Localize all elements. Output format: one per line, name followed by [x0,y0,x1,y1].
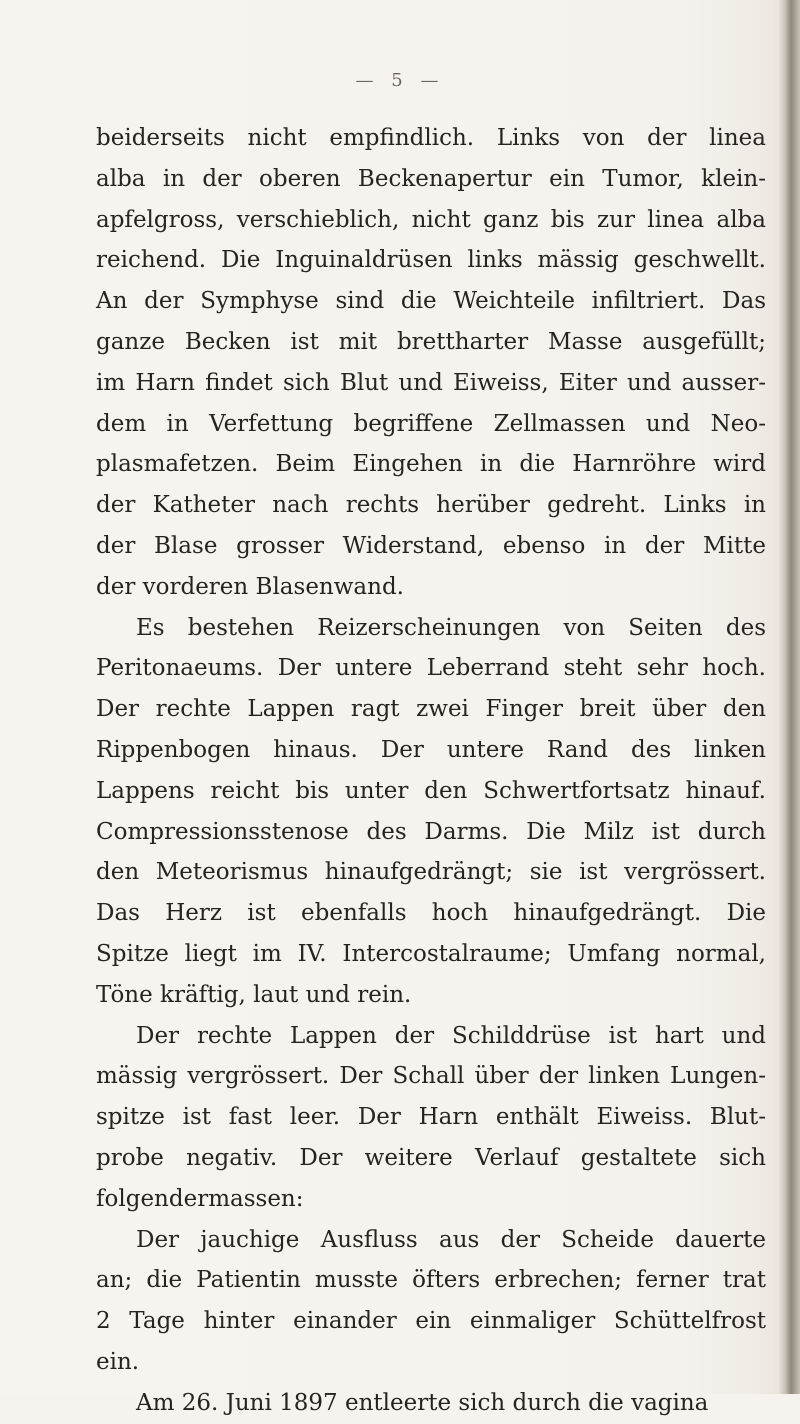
text-line: folgendermassen: [96,1185,304,1212]
page-number: — 5 — [355,70,445,91]
text-line: den Meteorismus hinaufgedrängt; sie ist vergrössert. [96,859,766,886]
text-line: der vorderen Blasenwand. [96,573,404,600]
text-line: beiderseits nicht empfindlich. Links von der linea [96,125,766,151]
text-line: Lappens reicht bis unter den Schwertfortsatz hinauf. [96,777,766,804]
paragraph-start-line: Der rechte Lappen der Schilddrüse ist hart und [136,1022,766,1049]
paragraph-start-line: Am 26. Juni 1897 entleerte sich durch die vagina [136,1389,709,1416]
text-line: ganze Becken ist mit brettharter Masse ausgefüllt; [96,328,766,355]
text-line: Spitze liegt im IV. Intercostalraume; Umfang normal, [96,940,766,967]
text-line: Das Herz ist ebenfalls hoch hinaufgedrängt. Die [96,900,766,927]
text-line: Compressionsstenose des Darms. Die Milz ist durch [96,818,766,845]
text-line: an; die Patientin musste öfters erbrechen; ferner trat [96,1267,766,1294]
text-line: Peritonaeums. Der untere Leberrand steht sehr hoch. [96,655,766,682]
text-line: der Blase grosser Widerstand, ebenso in der Mitte [96,532,766,559]
text-line: reichend. Die Inguinaldrüsen links mässig geschwellt. [96,247,766,274]
text-line: plasmafetzen. Beim Eingehen in die Harnröhre wird [96,451,766,478]
text-line: der Katheter nach rechts herüber gedreht. Links in [96,492,766,519]
text-line: apfelgross, verschieblich, nicht ganz bis zur linea alba [96,206,766,233]
text-line: 2 Tage hinter einander ein einmaliger Schüttelfrost [96,1308,766,1335]
text-line: probe negativ. Der weitere Verlauf gestaltete sich [96,1144,766,1171]
paragraph-start-line: Es bestehen Reizerscheinungen von Seiten des [136,614,766,641]
text-line: im Harn findet sich Blut und Eiweiss, Eiter und ausser- [96,369,766,396]
text-line: dem in Verfettung begriffene Zellmassen und Neo- [96,410,766,437]
page-binding-edge [778,0,800,1394]
text-line: Der rechte Lappen ragt zwei Finger breit über den [96,696,766,723]
text-line: An der Symphyse sind die Weichteile infiltriert. Das [96,288,766,315]
text-line: alba in der oberen Beckenapertur ein Tumor, klein- [96,165,766,192]
text-line: ein. [96,1348,140,1375]
text-line: Rippenbogen hinaus. Der untere Rand des linken [96,736,766,763]
body-text [96,118,766,1424]
text-line: Töne kräftig, laut und rein. [96,981,412,1008]
paragraph-start-line: Der jauchige Ausfluss aus der Scheide dauerte [136,1226,766,1253]
text-line: mässig vergrössert. Der Schall über der linken Lungen- [96,1063,766,1090]
text-line: spitze ist fast leer. Der Harn enthält Eiweiss. Blut- [96,1104,766,1131]
